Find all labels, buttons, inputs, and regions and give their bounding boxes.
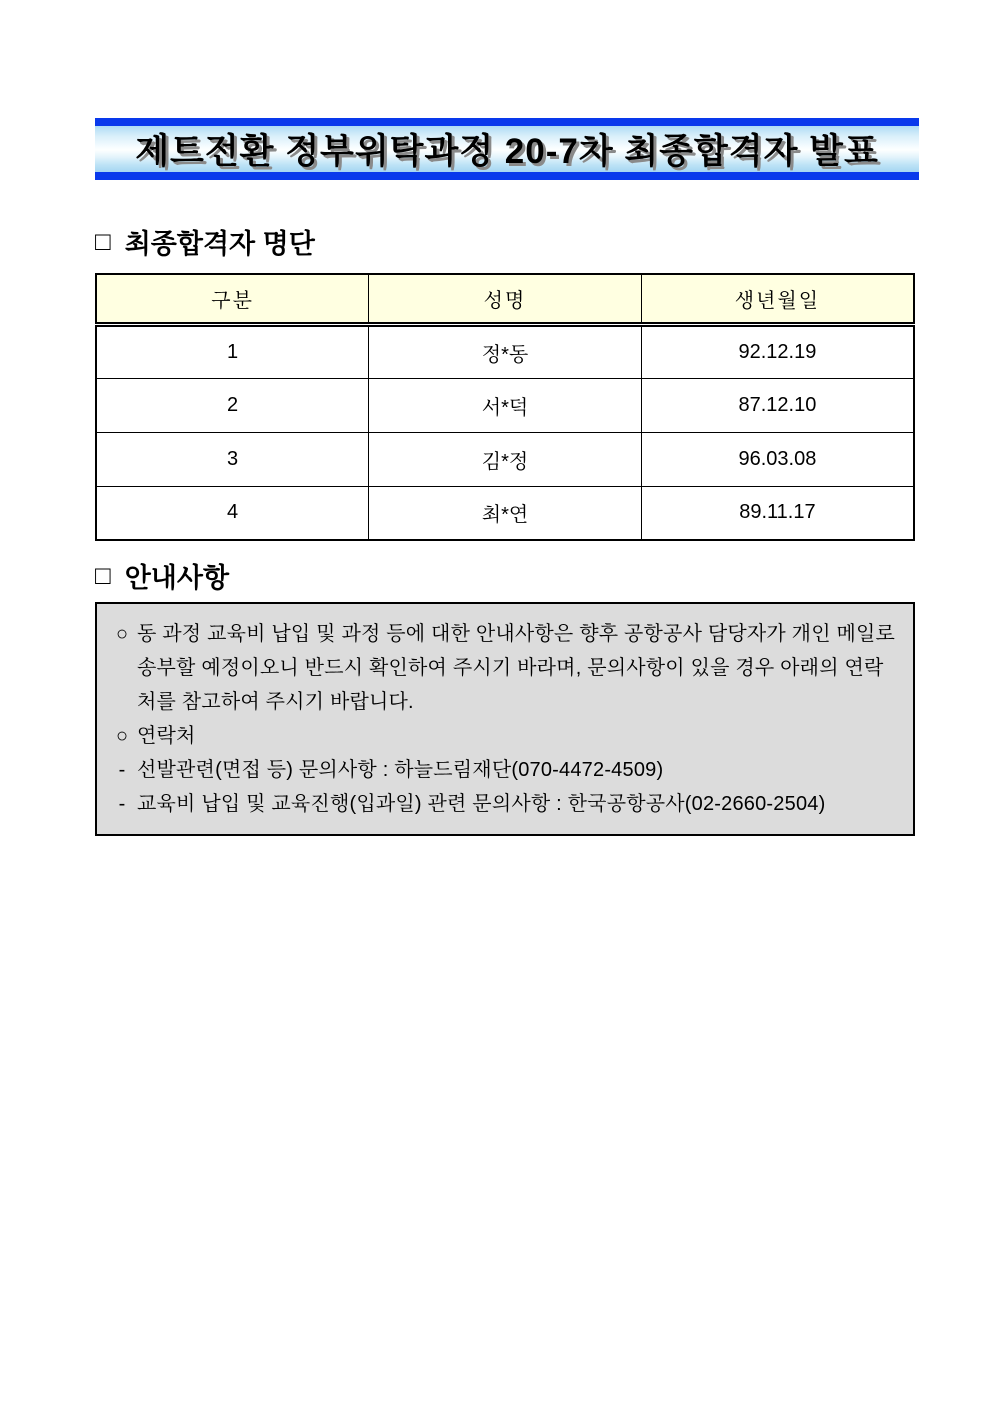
dash-bullet-icon: - [118,759,126,781]
cell-category: 2 [96,378,369,432]
cell-birthdate: 89.11.17 [641,486,914,540]
notice-text: 연락처 [137,725,196,747]
column-header-name: 성명 [369,274,642,324]
pass-list-table [95,273,915,541]
square-bullet-icon: □ [95,559,111,590]
notice-item-guidance [107,617,901,719]
cell-birthdate: 92.12.19 [641,324,914,378]
banner-gradient-body [95,126,919,172]
table-row [96,324,914,378]
notice-text: 선발관련(면접 등) 문의사항 : 하늘드림재단(070-4472-4509) [137,759,664,781]
notice-box [95,602,915,836]
cell-category: 3 [96,432,369,486]
title-banner [95,118,919,180]
cell-category: 4 [96,486,369,540]
cell-name: 김*정 [369,432,642,486]
circle-bullet-icon: ○ [115,623,129,645]
column-header-category: 구분 [96,274,369,324]
notice-item-selection-contact [107,753,901,787]
column-header-birthdate: 생년월일 [641,274,914,324]
cell-name: 최*연 [369,486,642,540]
cell-category: 1 [96,324,369,378]
notice-text: 동 과정 교육비 납입 및 과정 등에 대한 안내사항은 향후 공항공사 담당자가 개인 메일로 송부할 예정이오니 반드시 확인하여 주시기 바라며, 문의사항이 있을 경우 아래의 연락처를 참고하여 주시기 바랍니다. [137,623,896,713]
dash-bullet-icon: - [118,793,126,815]
table-row [96,432,914,486]
table-header-row [96,274,914,324]
document-title: 제트전환 정부위탁과정 20-7차 최종합격자 발표 [135,132,879,171]
circle-bullet-icon: ○ [115,725,129,747]
section-title-notice: 안내사항 [124,563,230,593]
section-heading-notice [95,556,229,595]
cell-birthdate: 96.03.08 [641,432,914,486]
table-row [96,378,914,432]
section-title-pass-list: 최종합격자 명단 [124,229,315,259]
table-row [96,486,914,540]
cell-birthdate: 87.12.10 [641,378,914,432]
cell-name: 서*덕 [369,378,642,432]
notice-item-contact-header [107,719,901,753]
notice-text: 교육비 납입 및 교육진행(입과일) 관련 문의사항 : 한국공항공사(02-2660-2504) [137,793,826,815]
square-bullet-icon: □ [95,225,111,256]
notice-item-tuition-contact [107,787,901,821]
section-heading-pass-list [95,222,315,261]
cell-name: 정*동 [369,324,642,378]
